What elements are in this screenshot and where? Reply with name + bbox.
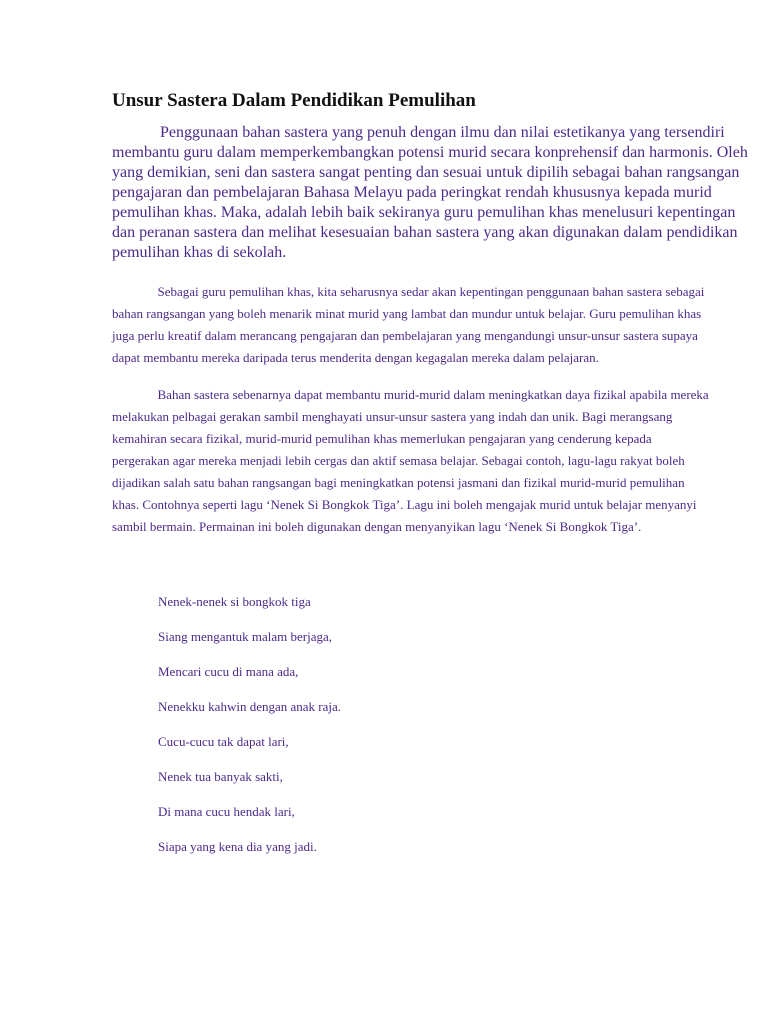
paragraph-line: membantu guru dalam memperkembangkan potensi murid secara konprehensif dan harmonis. Oleh xyxy=(112,144,748,161)
poem-line: Siang mengantuk malam berjaga, xyxy=(158,629,333,644)
poem-line: Nenek tua banyak sakti, xyxy=(158,769,283,784)
paragraph-line: kemahiran secara fizikal, murid-murid pemulihan khas memerlukan pengajaran yang cenderung kepada xyxy=(112,431,652,446)
document-title: Unsur Sastera Dalam Pendidikan Pemulihan xyxy=(112,90,476,111)
poem-line: Siapa yang kena dia yang jadi. xyxy=(158,839,317,854)
paragraph-intro xyxy=(112,123,768,263)
paragraph-line: bahan rangsangan yang boleh menarik minat murid yang lambat dan mundur untuk belajar. Guru pemulihan khas xyxy=(112,306,702,321)
paragraph-line: yang demikian, seni dan sastera sangat penting dan sesuai untuk dipilih sebagai bahan rangsangan xyxy=(112,164,740,181)
paragraph-line: juga perlu kreatif dalam merancang pengajaran dan pembelajaran yang mengandungi unsur-unsur sastera supaya xyxy=(112,328,698,343)
paragraph-line: pemulihan khas. Maka, adalah lebih baik sekiranya guru pemulihan khas menelusuri kepentingan xyxy=(112,204,736,221)
paragraph-line: Penggunaan bahan sastera yang penuh dengan ilmu dan nilai estetikanya yang tersendiri xyxy=(112,124,725,141)
paragraph-guru-pemulihan xyxy=(112,281,768,369)
paragraph-line: Sebagai guru pemulihan khas, kita seharusnya sedar akan kepentingan penggunaan bahan sastera sebagai xyxy=(112,284,705,299)
poem-line: Nenekku kahwin dengan anak raja. xyxy=(158,699,342,714)
paragraph-bahan-sastera xyxy=(112,384,768,538)
poem-nenek-si-bongkok-tiga xyxy=(158,591,341,871)
poem-line: Nenek-nenek si bongkok tiga xyxy=(158,594,311,609)
paragraph-line: dapat membantu mereka daripada terus menderita dengan kegagalan mereka dalam pelajaran. xyxy=(112,350,599,365)
paragraph-line: khas. Contohnya seperti lagu ‘Nenek Si Bongkok Tiga’. Lagu ini boleh mengajak murid untuk belajar menyanyi xyxy=(112,497,697,512)
poem-line: Cucu-cucu tak dapat lari, xyxy=(158,734,289,749)
paragraph-line: melakukan pelbagai gerakan sambil menghayati unsur-unsur sastera yang indah dan unik. Bagi merangsang xyxy=(112,409,673,424)
paragraph-line: Bahan sastera sebenarnya dapat membantu murid-murid dalam meningkatkan daya fizikal apabila mereka xyxy=(112,387,709,402)
paragraph-line: pengajaran dan pembelajaran Bahasa Melayu pada peringkat rendah khususnya kepada murid xyxy=(112,184,712,201)
paragraph-line: pergerakan agar mereka menjadi lebih cergas dan aktif semasa belajar. Sebagai contoh, lagu-lagu rakyat boleh xyxy=(112,453,685,468)
paragraph-line: pemulihan khas di sekolah. xyxy=(112,244,287,261)
poem-line: Mencari cucu di mana ada, xyxy=(158,664,299,679)
paragraph-line: dijadikan salah satu bahan rangsangan bagi meningkatkan potensi jasmani dan fizikal murid-murid pemulihan xyxy=(112,475,685,490)
paragraph-line: dan peranan sastera dan melihat kesesuaian bahan sastera yang akan digunakan dalam pendidikan xyxy=(112,224,738,241)
poem-line: Di mana cucu hendak lari, xyxy=(158,804,295,819)
paragraph-line: sambil bermain. Permainan ini boleh digunakan dengan menyanyikan lagu ‘Nenek Si Bongkok Tiga’. xyxy=(112,519,642,534)
